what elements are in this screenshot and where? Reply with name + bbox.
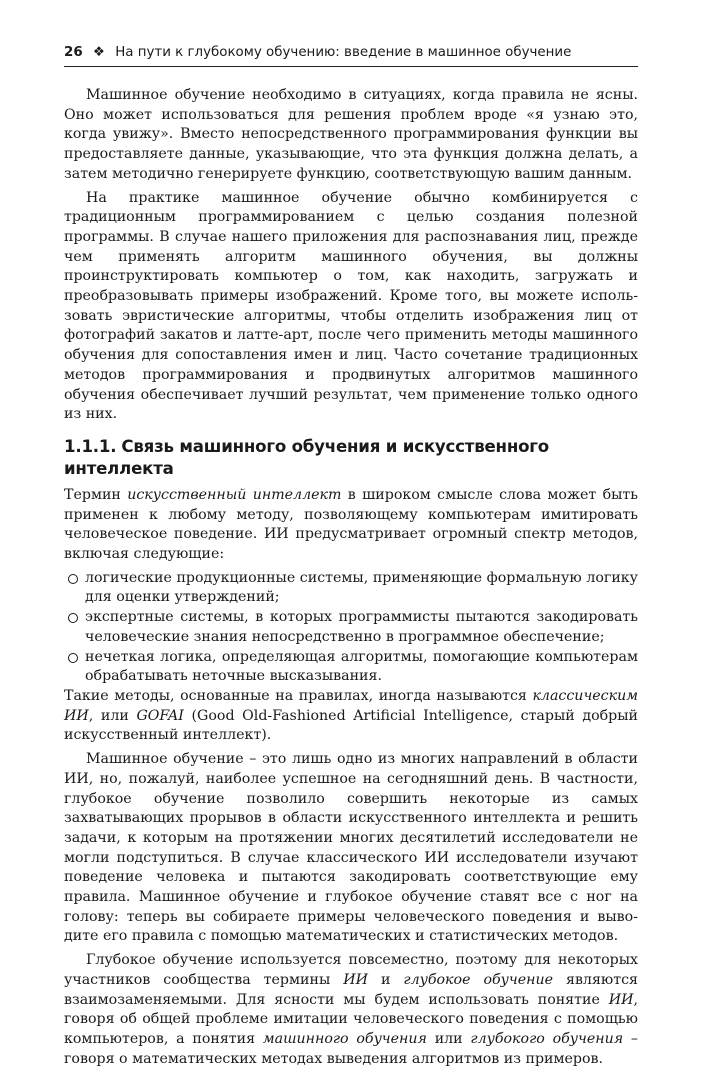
italic-term: машинного обучения (262, 1030, 427, 1047)
list-item (64, 648, 638, 687)
italic-term: глубокое обучение (403, 971, 553, 988)
section-heading (64, 436, 638, 480)
text-run: , говоря об общей проблеме имитации человеческого поведения с помощью компьютеров, а понятия (64, 991, 638, 1047)
running-header (64, 40, 638, 67)
text-run: и (367, 971, 404, 988)
italic-term: глубокого обучения (470, 1030, 624, 1047)
list-item-text: логические продукционные системы, применяющие формальную логику для оценки утверждений; (85, 569, 638, 606)
body-text (64, 86, 638, 1073)
text-run: Глубокое обучение используется повсеместно, поэтому для некоторых участников сообщества термины (64, 952, 638, 988)
italic-term: классическим ИИ (64, 687, 638, 724)
italic-term: ИИ (343, 971, 368, 988)
section-number: 1.1.1. (64, 436, 117, 456)
text-run: Такие методы, основанные на правилах, иногда называются (64, 687, 533, 704)
list-item (64, 608, 638, 647)
list-item-text: экспертные системы, в которых программисты пытаются закодировать человеческие знания непосредственно в программное обеспечение; (85, 609, 638, 645)
text-run: (Good Old-Fashioned Artificial Intelligence, старый добрый искусственный интеллект). (64, 707, 638, 744)
italic-term: ИИ (608, 991, 634, 1008)
separator-ornament: ❖ (92, 45, 105, 60)
chapter-title: На пути к глубокому обучению: введение в машинное обучение (115, 45, 572, 60)
text-run: , или (88, 707, 137, 724)
circle-bullet-icon (68, 653, 78, 663)
text-run: в широком смысле слова может быть применен к любому методу, позволяющему компьютерам имитировать человеческое поведение. ИИ предусматривает огромный спектр методов, включая следующие: (64, 486, 638, 563)
italic-term: искусственный интеллект (127, 486, 342, 503)
italic-term: GOFAI (136, 707, 184, 724)
page-number: 26 (64, 45, 83, 60)
list-item (64, 569, 638, 608)
bullet-list (64, 569, 638, 687)
text-run: Термин (64, 486, 128, 503)
list-item-text: нечеткая логика, определяющая алгоритмы, помогающие компьютерам обрабатывать неточные высказывания. (85, 648, 638, 685)
paragraph-3 (64, 486, 638, 565)
text-run: являются взаимозаменяемыми. Для ясности мы будем использовать понятие (64, 971, 638, 1008)
paragraph-5: Машинное обучение – это лишь одно из многих направлений в области ИИ, но, пожалуй, наиболее успешное на сегодняшний день. В частности, глубокое обучение позволило совершить некоторые из самых захватывающих прорывов в области искусственного интеллекта и решить задачи, к которым на протяжении многих десятилетий исследователи не могли подступиться. В случае классического ИИ исследователи изучают поведение человека и пытаются закодировать соответствующие ему правила. Машинное обучение и глубокое обучение ставят все с ног на голову: теперь вы собираете примеры человеческого поведения и выводите его правила с помощью математических и статистических методов. (64, 751, 638, 945)
text-run: или (426, 1030, 471, 1047)
circle-bullet-icon (68, 613, 78, 623)
paragraph-1: Машинное обучение необходимо в ситуациях, когда правила не ясны. Оно может использоваться для решения проблем вроде «я узнаю это, когда увижу». Вместо непосредственного программирования функции вы предоставляете данные, указывающие, что эта функция должна делать, а затем методично генерируете функцию, соответствующую вашим данным. (64, 87, 638, 182)
circle-bullet-icon (68, 574, 78, 584)
paragraph-4 (64, 687, 638, 746)
text-run: – говоря о математических методах выведения алгоритмов из примеров. (64, 1030, 638, 1067)
section-title: Связь машинного обучения и искусственного интеллекта (64, 436, 549, 478)
paragraph-6 (64, 951, 638, 1069)
paragraph-2: На практике машинное обучение обычно комбинируется с традиционным программированием с целью создания полезной программы. В случае нашего приложения для распознавания лиц, прежде чем применять алгоритм машинного обучения, вы должны проинструктировать компьютер о том, как находить, загружать и преобразовывать примеры изображений. Кроме того, вы можете использовать эвристические алгоритмы, чтобы отделить изображения лиц от фотографий закатов и латте-арт, после чего применить методы машинного обучения для сопоставления имен и лиц. Часто сочетание традиционных методов программирования и продвинутых алгоритмов машинного обучения обеспечивает лучший результат, чем применение только одного из них. (64, 189, 638, 423)
